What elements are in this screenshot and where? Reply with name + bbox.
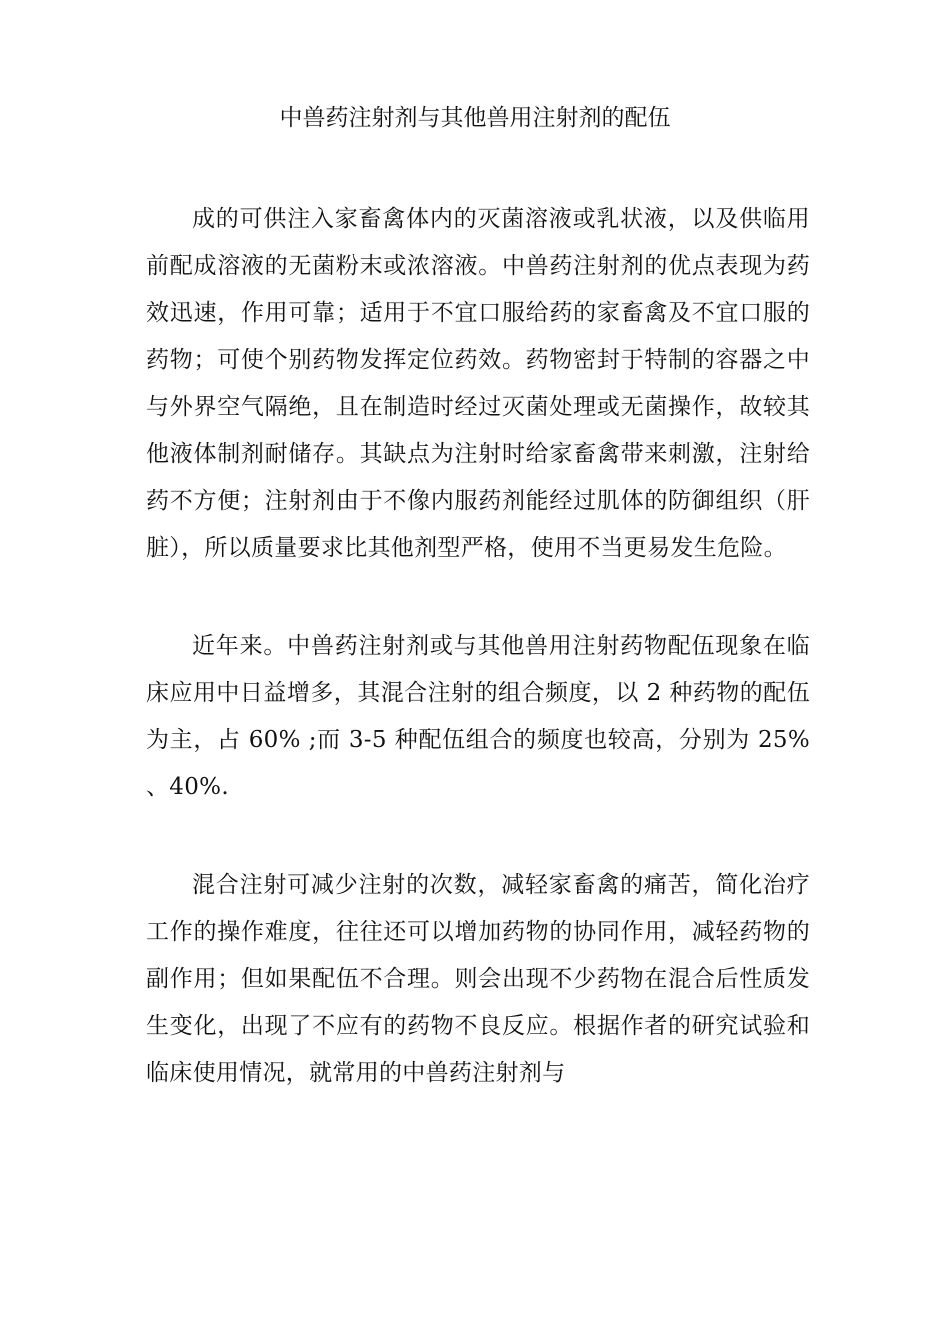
- document-title: 中兽药注射剂与其他兽用注射剂的配伍: [279, 105, 671, 131]
- paragraph-3: 混合注射可减少注射的次数，减轻家畜禽的痛苦，简化治疗工作的操作难度，往往还可以增加药物的协同作用，减轻药物的副作用；但如果配伍不合理。则会出现不少药物在混合后性质发生变化，出现了不应有的药物不良反应。根据作者的研究试验和临床使用情况，就常用的中兽药注射剂与: [146, 872, 810, 1086]
- document-body: [146, 196, 810, 1148]
- paragraph-1: 成的可供注入家畜禽体内的灭菌溶液或乳状液，以及供临用前配成溶液的无菌粉末或浓溶液。中兽药注射剂的优点表现为药效迅速，作用可靠；适用于不宜口服给药的家畜禽及不宜口服的药物；可使个别药物发挥定位药效。药物密封于特制的容器之中与外界空气隔绝，且在制造时经过灭菌处理或无菌操作，故较其他液体制剂耐储存。其缺点为注射时给家畜禽带来刺激，注射给药不方便；注射剂由于不像内服药剂能经过肌体的防御组织（肝脏），所以质量要求比其他剂型严格，使用不当更易发生危险。: [146, 206, 810, 561]
- paragraph-2: 近年来。中兽药注射剂或与其他兽用注射药物配伍现象在临床应用中日益增多，其混合注射的组合频度，以 2 种药物的配伍为主，占 60% ;而 3-5 种配伍组合的频度也较高，分别为 25% 、40%.: [146, 633, 810, 800]
